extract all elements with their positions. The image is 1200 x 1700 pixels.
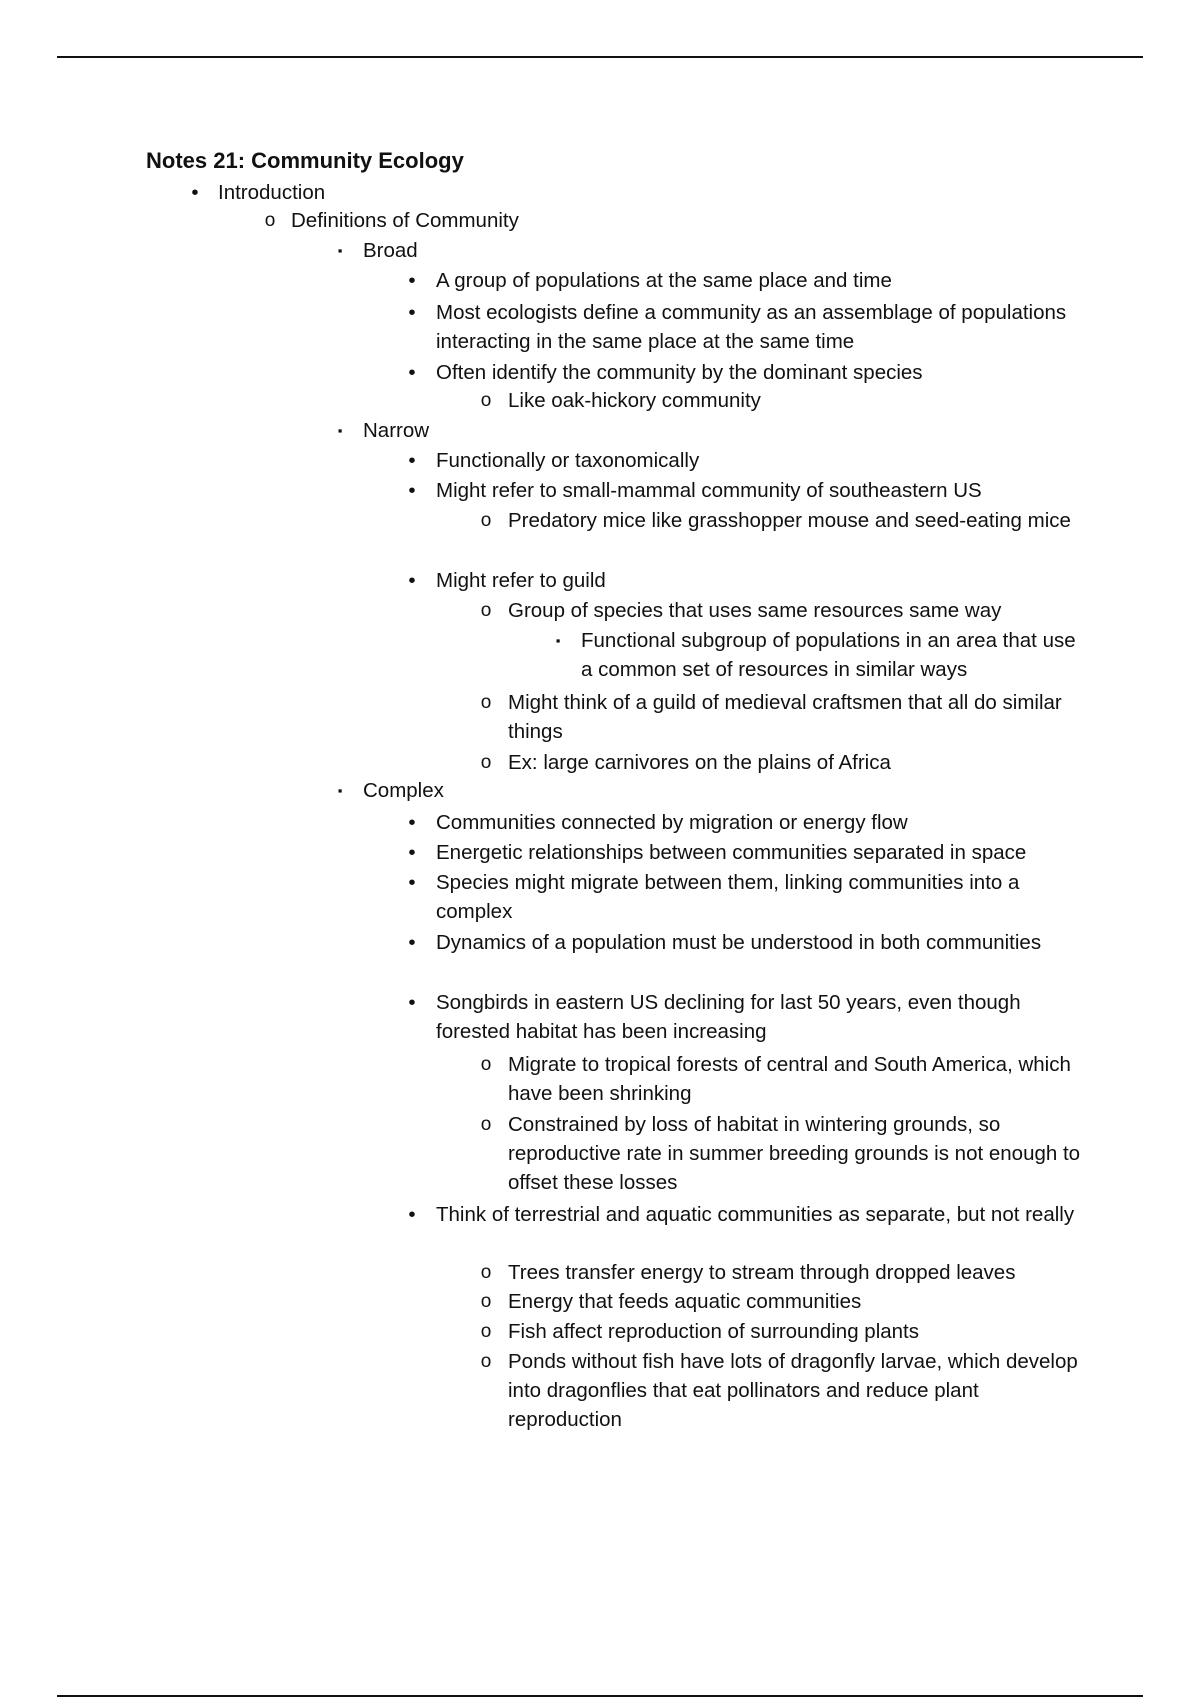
bullet-icon: •	[408, 991, 416, 1014]
list-item	[408, 358, 1076, 387]
list-item	[337, 776, 1123, 805]
list-item-text: Species might migrate between them, linking communities into a complex	[436, 871, 1020, 923]
list-item-text: A group of populations at the same place and time	[436, 269, 892, 292]
list-item-text: Often identify the community by the dominant species	[436, 361, 923, 384]
bullet-icon: •	[191, 181, 199, 204]
circle-bullet-icon: o	[480, 390, 492, 411]
list-item	[480, 596, 1088, 625]
list-item	[408, 446, 1076, 475]
list-item	[408, 868, 1076, 926]
list-item-text: Trees transfer energy to stream through dropped leaves	[508, 1261, 1016, 1284]
page-title: Notes 21: Community Ecology	[146, 148, 464, 173]
bullet-icon: •	[408, 569, 416, 592]
list-item-text: Might refer to small-mammal community of southeastern US	[436, 479, 982, 502]
list-item	[480, 506, 1088, 535]
list-item-text: Constrained by loss of habitat in wintering grounds, so reproductive rate in summer breeding grounds is not enough to offset these losses	[508, 1113, 1081, 1194]
bullet-icon: •	[408, 871, 416, 894]
circle-bullet-icon: o	[480, 510, 492, 531]
list-item	[480, 748, 1088, 777]
list-item-text: Functional subgroup of populations in an area that use a common set of resources in similar ways	[581, 629, 1076, 681]
list-item	[480, 1287, 1088, 1316]
list-item	[408, 1200, 1076, 1229]
list-item	[480, 688, 1088, 746]
list-item	[480, 1347, 1088, 1434]
list-item	[480, 1317, 1088, 1346]
list-item-text: Like oak-hickory community	[508, 389, 761, 412]
list-item-text: Introduction	[218, 181, 326, 204]
list-item	[191, 178, 1118, 207]
circle-bullet-icon: o	[480, 1114, 492, 1135]
circle-bullet-icon: o	[480, 1351, 492, 1372]
circle-bullet-icon: o	[264, 210, 276, 231]
list-item	[408, 476, 1076, 505]
list-item-text: Communities connected by migration or energy flow	[436, 811, 908, 834]
circle-bullet-icon: o	[480, 600, 492, 621]
list-item	[408, 988, 1076, 1046]
bullet-icon: •	[408, 811, 416, 834]
list-item-text: Most ecologists define a community as an assemblage of populations interacting in the same place at the same time	[436, 301, 1067, 353]
list-item	[480, 1258, 1088, 1287]
list-item	[480, 1110, 1088, 1197]
square-bullet-icon: ▪	[337, 423, 343, 438]
list-item	[408, 808, 1076, 837]
bullet-icon: •	[408, 449, 416, 472]
list-item-text: Narrow	[363, 419, 430, 442]
list-item	[408, 928, 1076, 957]
list-item-text: Dynamics of a population must be understood in both communities	[436, 931, 1042, 954]
list-item	[480, 386, 1088, 415]
list-item-text: Definitions of Community	[291, 209, 519, 232]
bullet-icon: •	[408, 841, 416, 864]
bullet-icon: •	[408, 931, 416, 954]
circle-bullet-icon: o	[480, 1321, 492, 1342]
square-bullet-icon: ▪	[555, 633, 561, 648]
bullet-icon: •	[408, 301, 416, 324]
circle-bullet-icon: o	[480, 1291, 492, 1312]
list-item-text: Think of terrestrial and aquatic communities as separate, but not really	[436, 1203, 1075, 1226]
square-bullet-icon: ▪	[337, 783, 343, 798]
list-item-text: Ex: large carnivores on the plains of Africa	[508, 751, 891, 774]
bullet-icon: •	[408, 361, 416, 384]
top-rule	[57, 56, 1143, 58]
square-bullet-icon: ▪	[337, 243, 343, 258]
list-item	[408, 298, 1076, 356]
list-item-text: Complex	[363, 779, 444, 802]
list-item	[408, 266, 1076, 295]
list-item	[480, 1050, 1088, 1108]
bullet-icon: •	[408, 1203, 416, 1226]
list-item-text: Group of species that uses same resources same way	[508, 599, 1002, 622]
list-item-text: Songbirds in eastern US declining for last 50 years, even though forested habitat has been increasing	[436, 991, 1021, 1043]
list-item	[555, 626, 1091, 684]
list-item-text: Predatory mice like grasshopper mouse and seed-eating mice	[508, 509, 1071, 532]
list-item-text: Might think of a guild of medieval craftsmen that all do similar things	[508, 691, 1062, 743]
list-item-text: Broad	[363, 239, 418, 262]
circle-bullet-icon: o	[480, 692, 492, 713]
list-item-text: Fish affect reproduction of surrounding plants	[508, 1320, 920, 1343]
list-item-text: Migrate to tropical forests of central and South America, which have been shrinking	[508, 1053, 1071, 1105]
circle-bullet-icon: o	[480, 1054, 492, 1075]
bullet-icon: •	[408, 269, 416, 292]
list-item-text: Ponds without fish have lots of dragonfly larvae, which develop into dragonflies that eat pollinators and reduce plant reproduction	[508, 1350, 1078, 1431]
circle-bullet-icon: o	[480, 1262, 492, 1283]
list-item-text: Might refer to guild	[436, 569, 606, 592]
circle-bullet-icon: o	[480, 752, 492, 773]
bullet-icon: •	[408, 479, 416, 502]
bottom-rule	[57, 1695, 1143, 1697]
list-item	[337, 416, 1123, 445]
list-item-text: Functionally or taxonomically	[436, 449, 700, 472]
list-item	[408, 566, 1076, 595]
list-item	[337, 236, 1123, 265]
list-item-text: Energetic relationships between communities separated in space	[436, 841, 1027, 864]
list-item-text: Energy that feeds aquatic communities	[508, 1290, 862, 1313]
list-item	[264, 206, 1111, 235]
list-item	[408, 838, 1076, 867]
